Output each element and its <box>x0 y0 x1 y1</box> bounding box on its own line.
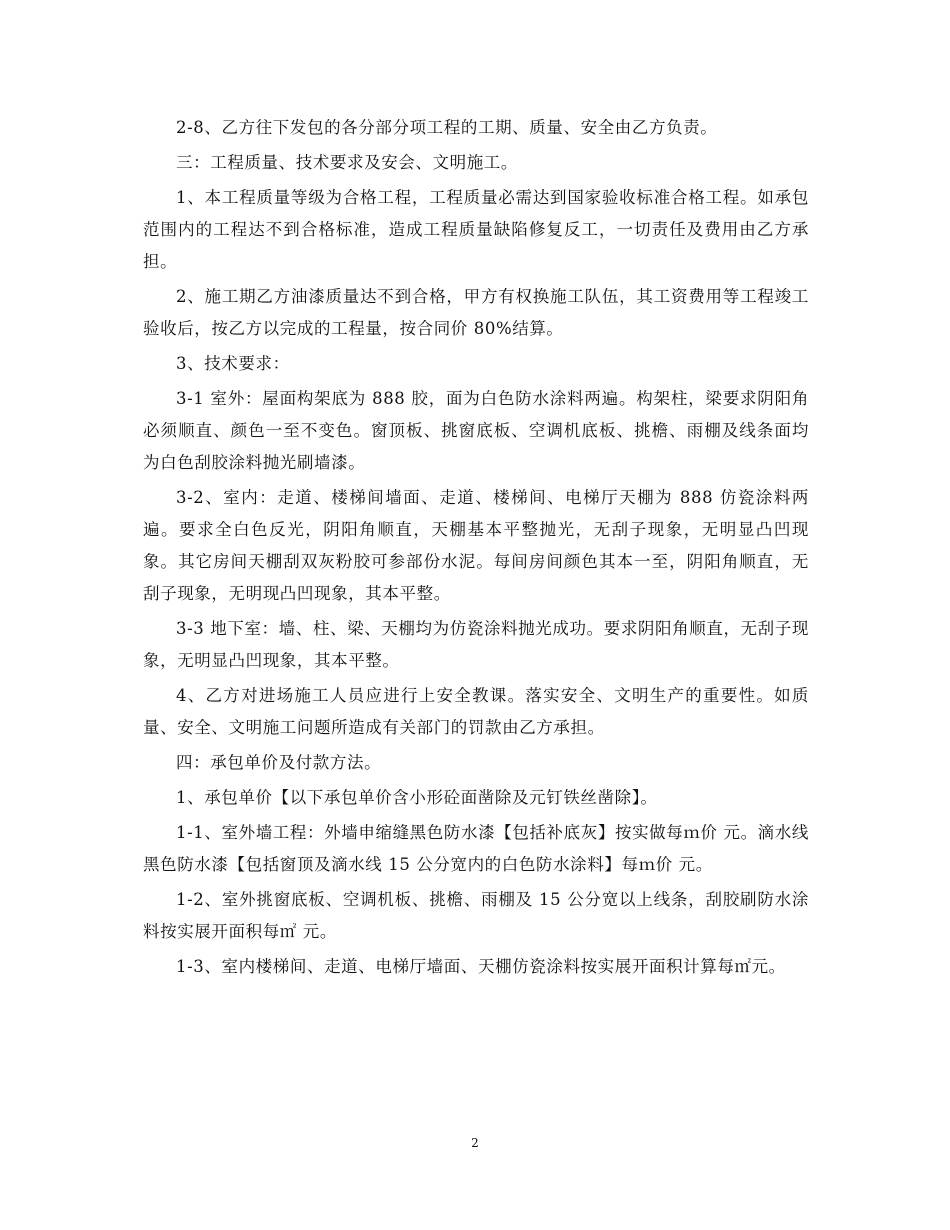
paragraph-1-2-exterior-bay: 1-2、室外挑窗底板、空调机板、挑檐、雨棚及 15 公分宽以上线条，刮胶刷防水涂料按实展开面积每㎡ 元。 <box>143 890 809 941</box>
paragraph-safety-education: 4、乙方对进场施工人员应进行上安全教课。落实安全、文明生产的重要性。如质量、安全、文明施工问题所造成有关部门的罚款由乙方承担。 <box>143 686 809 737</box>
paragraph-1-1-exterior-wall: 1-1、室外墙工程：外墙申缩缝黑色防水漆【包括补底灰】按实做每ｍ价 元。滴水线黑色防水漆【包括窗顶及滴水线 15 公分宽内的白色防水涂料】每ｍ价 元。 <box>143 823 809 874</box>
paragraph-3-3-basement: 3-3 地下室：墙、柱、梁、天棚均为仿瓷涂料抛光成功。要求阴阳角顺直，无刮子现象，无明显凸凹现象，其本平整。 <box>143 619 809 670</box>
paragraph-unit-price: 1、承包单价【以下承包单价含小形砼面凿除及元钉铁丝凿除】。 <box>176 788 658 807</box>
paragraph-quality-grade: 1、本工程质量等级为合格工程，工程质量必需达到国家验收标准合格工程。如承包范围内的工程达不到合格标准，造成工程质量缺陷修复反工，一切责任及费用由乙方承担。 <box>143 188 809 271</box>
section-heading-3: 三：工程质量、技术要求及安会、文明施工。 <box>176 153 518 172</box>
paragraph-paint-quality: 2、施工期乙方油漆质量达不到合格，甲方有权换施工队伍，其工资费用等工程竣工验收后，按乙方以完成的工程量，按合同价 80%结算。 <box>143 287 809 338</box>
paragraph-2-8: 2-8、乙方往下发包的各分部分项工程的工期、质量、安全由乙方负责。 <box>176 118 718 137</box>
page-body <box>143 112 809 986</box>
paragraph-1-3-interior: 1-3、室内楼梯间、走道、电梯厅墙面、天棚仿瓷涂料按实展开面积计算每㎡元。 <box>176 957 786 976</box>
section-heading-4: 四：承包单价及付款方法。 <box>176 753 382 772</box>
paragraph-tech-requirements: 3、技术要求： <box>176 354 290 373</box>
paragraph-3-2-interior: 3-2、室内：走道、楼梯间墙面、走道、楼梯间、电梯厅天棚为 888 仿瓷涂料两遍。要求全白色反光，阴阳角顺直，天棚基本平整抛光，无刮子现象，无明显凸凹现象。其它房间天棚刮双灰粉胶可参部份水泥。每间房间颜色其本一至，阴阳角顺直，无刮子现象，无明现凸凹现象，其本平整。 <box>143 488 809 603</box>
page-number: 2 <box>471 1136 479 1150</box>
paragraph-3-1-exterior: 3-1 室外：屋面构架底为 888 胶，面为白色防水涂料两遍。构架柱，梁要求阴阳角必须顺直、颜色一至不变色。窗顶板、挑窗底板、空调机底板、挑檐、雨棚及线条面均为白色刮胶涂料抛光刷墙漆。 <box>143 389 809 472</box>
